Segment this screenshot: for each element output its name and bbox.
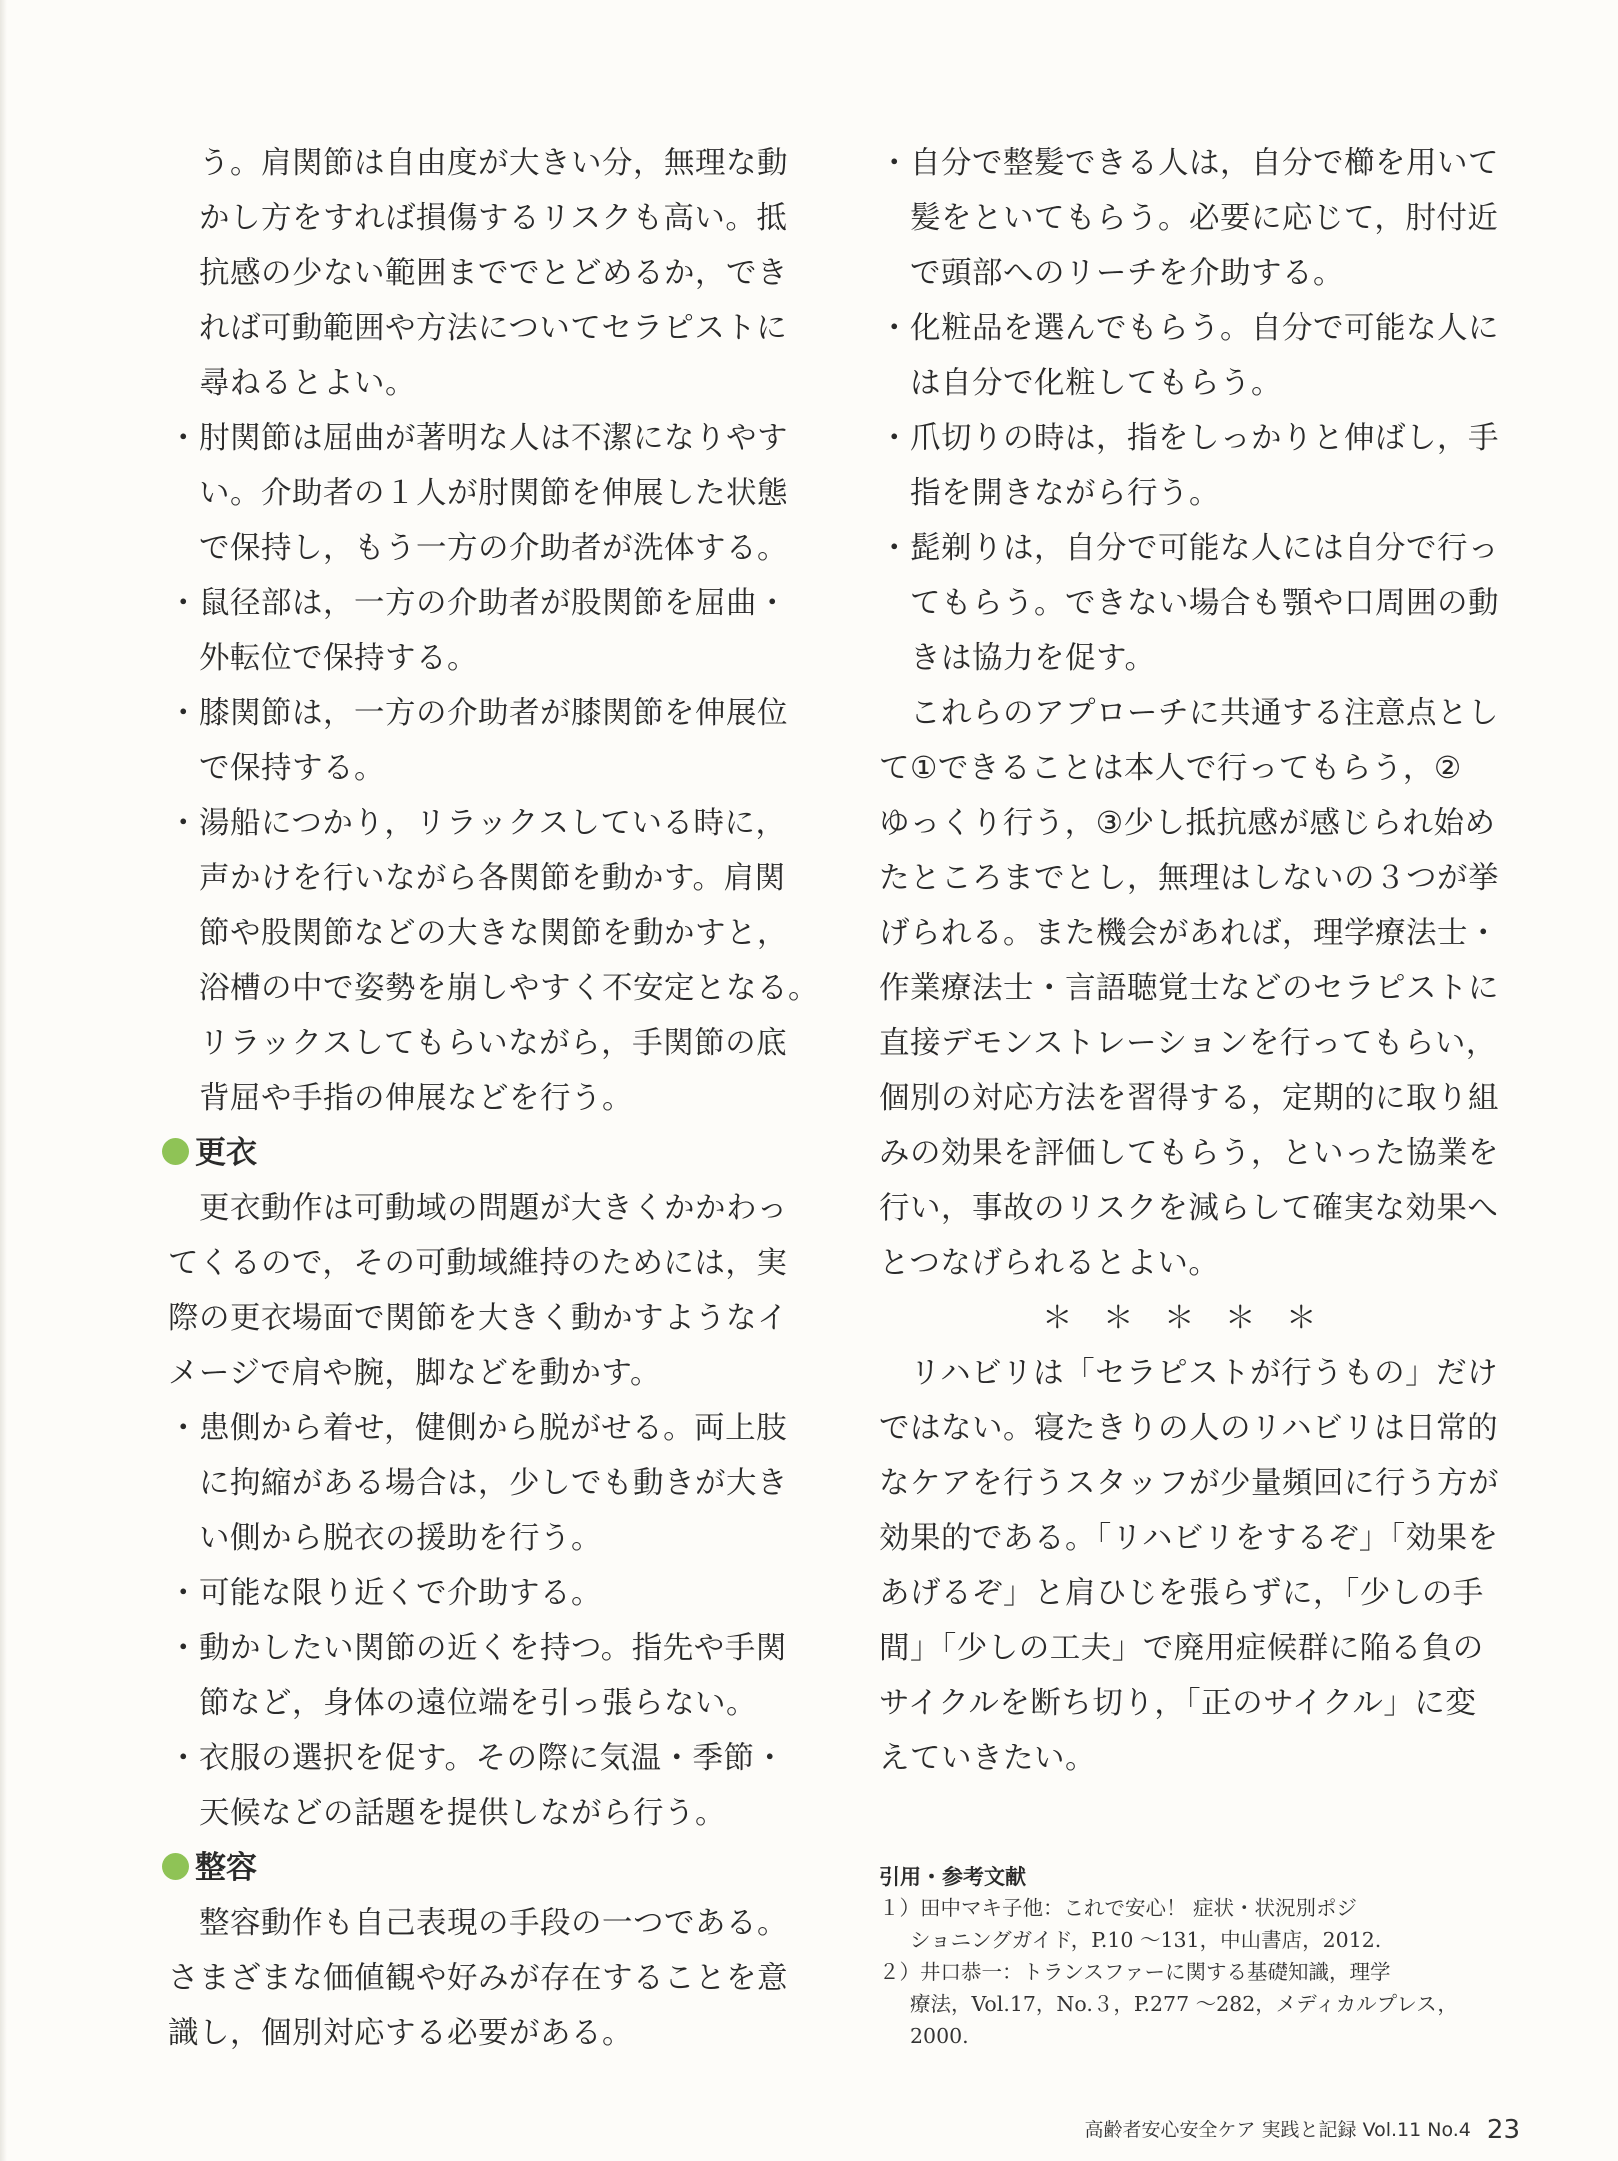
text-line: たところまでとし，無理はしないの３つが挙 <box>879 861 1499 896</box>
text-line: メージで肩や腕，脚などを動かす。 <box>168 1356 661 1391</box>
text-line: 間」「少しの工夫」で廃用症候群に陥る負の <box>879 1631 1484 1666</box>
text-line: 行い，事故のリスクを減らして確実な効果へ <box>879 1191 1499 1226</box>
references-title: 引用・参考文献 <box>879 1865 1026 1889</box>
bullet-line: ・可能な限り近くで介助する。 <box>168 1576 602 1611</box>
text-line: 節など，身体の遠位端を引っ張らない。 <box>199 1686 757 1721</box>
text-line: 天候などの話題を提供しながら行う。 <box>199 1796 726 1831</box>
heading-text: 更衣 <box>195 1135 257 1171</box>
right-column <box>879 136 1499 1786</box>
text-line: い。介助者の１人が肘関節を伸展した状態 <box>199 476 788 511</box>
bullet-line: ・動かしたい関節の近くを持つ。指先や手関 <box>168 1631 787 1666</box>
bullet-line: ・衣服の選択を促す。その際に気温・季節・ <box>168 1741 786 1776</box>
text-line: これらのアプローチに共通する注意点とし <box>910 696 1499 731</box>
text-line: は自分で化粧してもらう。 <box>910 366 1282 401</box>
text-line: で頭部へのリーチを介助する。 <box>910 256 1344 291</box>
text-line: 浴槽の中で姿勢を崩しやすく不安定となる。 <box>199 971 819 1006</box>
text-line: て①できることは本人で行ってもらう，② <box>879 751 1462 786</box>
text-line: サイクルを断ち切り，「正のサイクル」に変 <box>879 1686 1477 1721</box>
bullet-line: ・髭剃りは，自分で可能な人には自分で行っ <box>879 531 1499 566</box>
text-line: 指を開きながら行う。 <box>910 476 1220 511</box>
text-line: てくるので，その可動域維持のためには，実 <box>168 1246 788 1281</box>
text-line: 際の更衣場面で関節を大きく動かすようなイ <box>168 1301 788 1336</box>
references <box>879 1862 1479 2052</box>
bullet-line: ・肘関節は屈曲が著明な人は不潔になりやす <box>168 421 788 456</box>
text-line: 背屈や手指の伸展などを行う。 <box>199 1081 633 1116</box>
text-line: リラックスしてもらいながら，手関節の底 <box>199 1026 788 1061</box>
text-line: なケアを行うスタッフが少量頻回に行う方が <box>879 1466 1499 1501</box>
page-number: 23 <box>1486 2115 1520 2145</box>
text-line: てもらう。できない場合も顎や口周囲の動 <box>910 586 1499 621</box>
bullet-line: ・自分で整髪できる人は，自分で櫛を用いて <box>879 146 1499 181</box>
text-line: かし方をすれば損傷するリスクも高い。抵 <box>199 201 788 236</box>
bullet-line: ・膝関節は，一方の介助者が膝関節を伸展位 <box>168 696 788 731</box>
scan-edge <box>0 0 7 2161</box>
left-column <box>168 136 819 2061</box>
text-line: あげるぞ」と肩ひじを張らずに，「少しの手 <box>879 1576 1484 1611</box>
text-line: げられる。また機会があれば，理学療法士・ <box>879 916 1499 951</box>
section-heading <box>162 1841 768 1896</box>
text-line: ゆっくり行う，③少し抵抗感が感じられ始め <box>879 806 1496 841</box>
text-line: 尋ねるとよい。 <box>199 366 416 401</box>
reference-line: ショニングガイド，P.10 ～131，中山書店，2012. <box>910 1928 1382 1952</box>
references-list <box>879 1892 1479 2052</box>
text-line: に拘縮がある場合は，少しでも動きが大き <box>199 1466 788 1501</box>
heading-text: 整容 <box>195 1850 257 1886</box>
bullet-line: ・患側から着せ，健側から脱がせる。両上肢 <box>168 1411 788 1446</box>
text-line: さまざまな価値観や好みが存在することを意 <box>168 1961 788 1996</box>
text-line: リハビリは「セラピストが行うもの」だけ <box>910 1356 1499 1391</box>
text-line: 直接デモンストレーションを行ってもらい， <box>879 1026 1497 1061</box>
text-line: 抗感の少ない範囲まででとどめるか，でき <box>199 256 788 291</box>
bullet-line: ・鼠径部は，一方の介助者が股関節を屈曲・ <box>168 586 788 621</box>
text-line: い側から脱衣の援助を行う。 <box>199 1521 602 1556</box>
reference-line: １）田中マキ子他：これで安心！ 症状・状況別ポジ <box>879 1896 1358 1920</box>
text-line: 声かけを行いながら各関節を動かす。肩関 <box>199 861 786 896</box>
journal-title: 高齢者安心安全ケア 実践と記録 Vol.11 No.4 <box>1084 2119 1471 2141</box>
text-line: で保持し，もう一方の介助者が洗体する。 <box>199 531 788 566</box>
page-footer <box>1085 2113 1521 2143</box>
section-divider: ＊ ＊ ＊ ＊ ＊ <box>1042 1301 1317 1336</box>
text-line: 節や股関節などの大きな関節を動かすと， <box>199 916 788 951</box>
bullet-line: ・湯船につかり，リラックスしている時に， <box>168 806 787 841</box>
text-line: 作業療法士・言語聴覚士などのセラピストに <box>879 971 1499 1006</box>
reference-line: 療法，Vol.17，No.３，P.277 ～282，メディカルプレス， <box>910 1992 1458 2016</box>
text-line: で保持する。 <box>199 751 385 786</box>
text-line: 整容動作も自己表現の手段の一つである。 <box>199 1906 788 1941</box>
bullet-line: ・化粧品を選んでもらう。自分で可能な人に <box>879 311 1499 346</box>
text-line: れば可動範囲や方法についてセラピストに <box>199 311 788 346</box>
text-line: 外転位で保持する。 <box>199 641 478 676</box>
text-line: 髪をといてもらう。必要に応じて，肘付近 <box>910 201 1499 236</box>
text-line: ではない。寝たきりの人のリハビリは日常的 <box>879 1411 1499 1446</box>
text-line: きは協力を促す。 <box>910 641 1156 676</box>
text-line: 効果的である。「リハビリをするぞ」「効果を <box>879 1521 1499 1556</box>
text-line: とつなげられるとよい。 <box>879 1246 1220 1281</box>
bullet-line: ・爪切りの時は，指をしっかりと伸ばし，手 <box>879 421 1499 456</box>
text-line: う。肩関節は自由度が大きい分，無理な動 <box>199 146 788 181</box>
text-line: みの効果を評価してもらう，といった協業を <box>879 1136 1499 1171</box>
text-line: えていきたい。 <box>879 1741 1096 1776</box>
text-line: 個別の対応方法を習得する，定期的に取り組 <box>879 1081 1499 1116</box>
reference-line: 2000. <box>910 2024 969 2048</box>
section-heading <box>162 1126 768 1181</box>
heading-bullet-icon <box>162 1853 189 1880</box>
reference-line: ２）井口恭一：トランスファーに関する基礎知識，理学 <box>879 1960 1391 1984</box>
text-line: 更衣動作は可動域の問題が大きくかかわっ <box>199 1191 788 1226</box>
text-line: 識し，個別対応する必要がある。 <box>168 2016 633 2051</box>
heading-bullet-icon <box>162 1138 189 1165</box>
